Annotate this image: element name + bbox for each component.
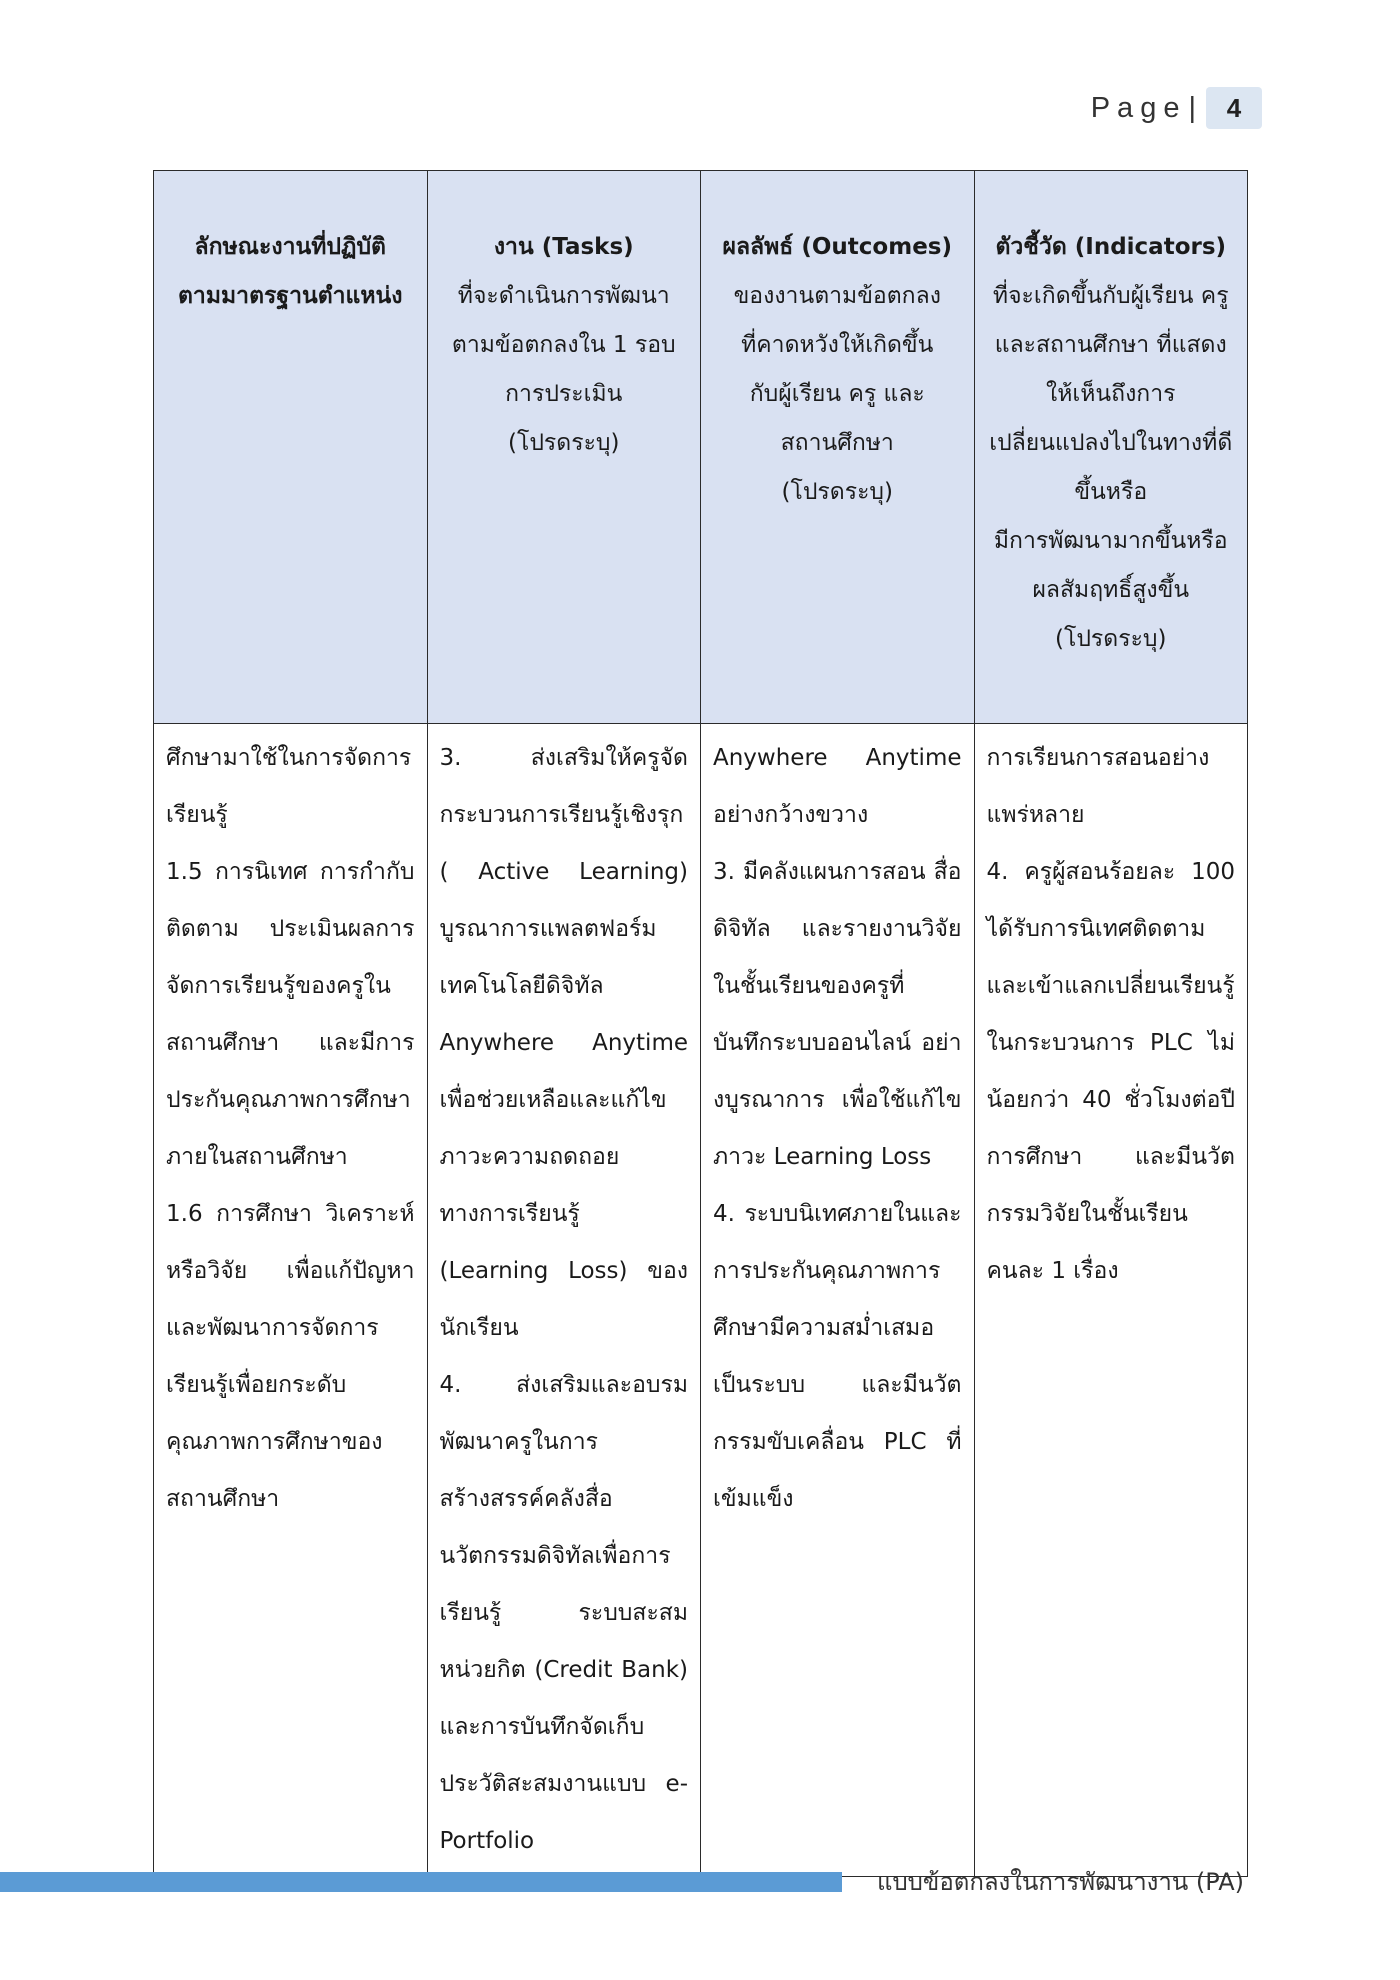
cell-paragraph: 3. ส่งเสริมให้ครูจัดกระบวนการเรียนรู้เชิงรุก ( Active Learning) บูรณาการแพลตฟอร์มเทคโนโลยีดิจิทัล Anywhere Anytime เพื่อช่วยเหลือและแก้ไขภาวะความถดถอยทางการเรียนรู้ (Learning Loss) ของนักเรียน	[439, 745, 688, 1341]
header-line: และสถานศึกษา ที่แสดง	[994, 332, 1227, 358]
cell-paragraph: 4. ระบบนิเทศภายในและการประกันคุณภาพการศึกษามีความสม่ำเสมอ เป็นระบบ และมีนวัตกรรมขับเคลื่อน PLC ที่เข้มแข็ง	[713, 1201, 962, 1512]
header-title: ผลลัพธ์ (Outcomes)	[722, 234, 952, 260]
header-line: ตามมาตรฐานตำแหน่ง	[178, 283, 403, 309]
cell-paragraph: การเรียนการสอนอย่างแพร่หลาย	[986, 745, 1210, 828]
header-line: สถานศึกษา	[780, 430, 894, 456]
header-line: เปลี่ยนแปลงไปในทางที่ดี	[989, 430, 1233, 456]
header-line: (โปรดระบุ)	[1055, 626, 1167, 652]
cell-paragraph: 4. ส่งเสริมและอบรมพัฒนาครูในการสร้างสรรค์คลังสื่อนวัตกรรมดิจิทัลเพื่อการเรียนรู้ ระบบสะสมหน่วยกิต (Credit Bank) และการบันทึกจัดเก็บประวัติสะสมงานแบบ e-Portfolio	[439, 1372, 688, 1854]
cell-indicators	[974, 724, 1248, 1877]
cell-tasks	[427, 724, 701, 1877]
cell-outcomes	[701, 724, 975, 1877]
header-line: มีการพัฒนามากขึ้นหรือ	[993, 528, 1228, 554]
page-header	[1091, 86, 1262, 130]
header-title: ลักษณะงานที่ปฏิบัติ	[194, 234, 386, 260]
table-row	[154, 724, 1248, 1877]
cell-paragraph: 1.6 การศึกษา วิเคราะห์หรือวิจัย เพื่อแก้ปัญหาและพัฒนาการจัดการเรียนรู้เพื่อยกระดับคุณภาพการศึกษาของสถานศึกษา	[166, 1201, 415, 1512]
page-number-badge: 4	[1206, 87, 1262, 129]
footer-document-title: แบบข้อตกลงในการพัฒนางาน (PA)	[876, 1868, 1244, 1896]
header-line: กับผู้เรียน ครู และ	[749, 381, 925, 407]
header-line: ผลสัมฤทธิ์สูงขึ้น	[1032, 577, 1190, 603]
header-line: (โปรดระบุ)	[781, 479, 893, 505]
header-line: ที่จะดำเนินการพัฒนา	[457, 283, 670, 309]
cell-paragraph: 4. ครูผู้สอนร้อยละ 100 ได้รับการนิเทศติดตามและเข้าแลกเปลี่ยนเรียนรู้ในกระบวนการ PLC ไม่น้อยกว่า 40 ชั่วโมงต่อปีการศึกษา และมีนวัตกรรมวิจัยในชั้นเรียนคนละ 1 เรื่อง	[986, 859, 1235, 1284]
table-header-row	[154, 171, 1248, 724]
cell-paragraph: Anywhere Anytime อย่างกว้างขวาง	[713, 745, 962, 828]
header-line: การประเมิน	[505, 381, 623, 407]
header-line: ที่จะเกิดขึ้นกับผู้เรียน ครู	[992, 283, 1229, 309]
cell-paragraph: 1.5 การนิเทศ การกำกับติดตาม ประเมินผลการจัดการเรียนรู้ของครูในสถานศึกษา และมีการประกันคุณภาพการศึกษาภายในสถานศึกษา	[166, 859, 415, 1170]
header-cell-job-standard	[154, 171, 428, 724]
cell-paragraph: ศึกษามาใช้ในการจัดการเรียนรู้	[166, 745, 412, 828]
pa-agreement-table	[153, 170, 1248, 1877]
header-cell-tasks	[427, 171, 701, 724]
page-label: Page	[1090, 91, 1187, 124]
header-cell-outcomes	[701, 171, 975, 724]
header-title: งาน (Tasks)	[493, 234, 634, 260]
header-line: ที่คาดหวังให้เกิดขึ้น	[741, 332, 934, 358]
cell-job-standard	[154, 724, 428, 1877]
header-line: (โปรดระบุ)	[508, 430, 620, 456]
header-cell-indicators	[974, 171, 1248, 724]
header-title: ตัวชี้วัด (Indicators)	[995, 234, 1227, 260]
footer-accent-bar	[0, 1872, 842, 1892]
header-line: ขึ้นหรือ	[1074, 479, 1148, 505]
header-line: ตามข้อตกลงใน 1 รอบ	[451, 332, 676, 358]
page-separator: |	[1188, 91, 1196, 124]
header-line: ให้เห็นถึงการ	[1046, 381, 1176, 407]
cell-paragraph: 3. มีคลังแผนการสอน สื่อดิจิทัล และรายงานวิจัยในชั้นเรียนของครูที่บันทึกระบบออนไลน์ อย่างบูรณาการ เพื่อใช้แก้ไขภาวะ Learning Loss	[713, 859, 962, 1170]
header-line: ของงานตามข้อตกลง	[733, 283, 941, 309]
